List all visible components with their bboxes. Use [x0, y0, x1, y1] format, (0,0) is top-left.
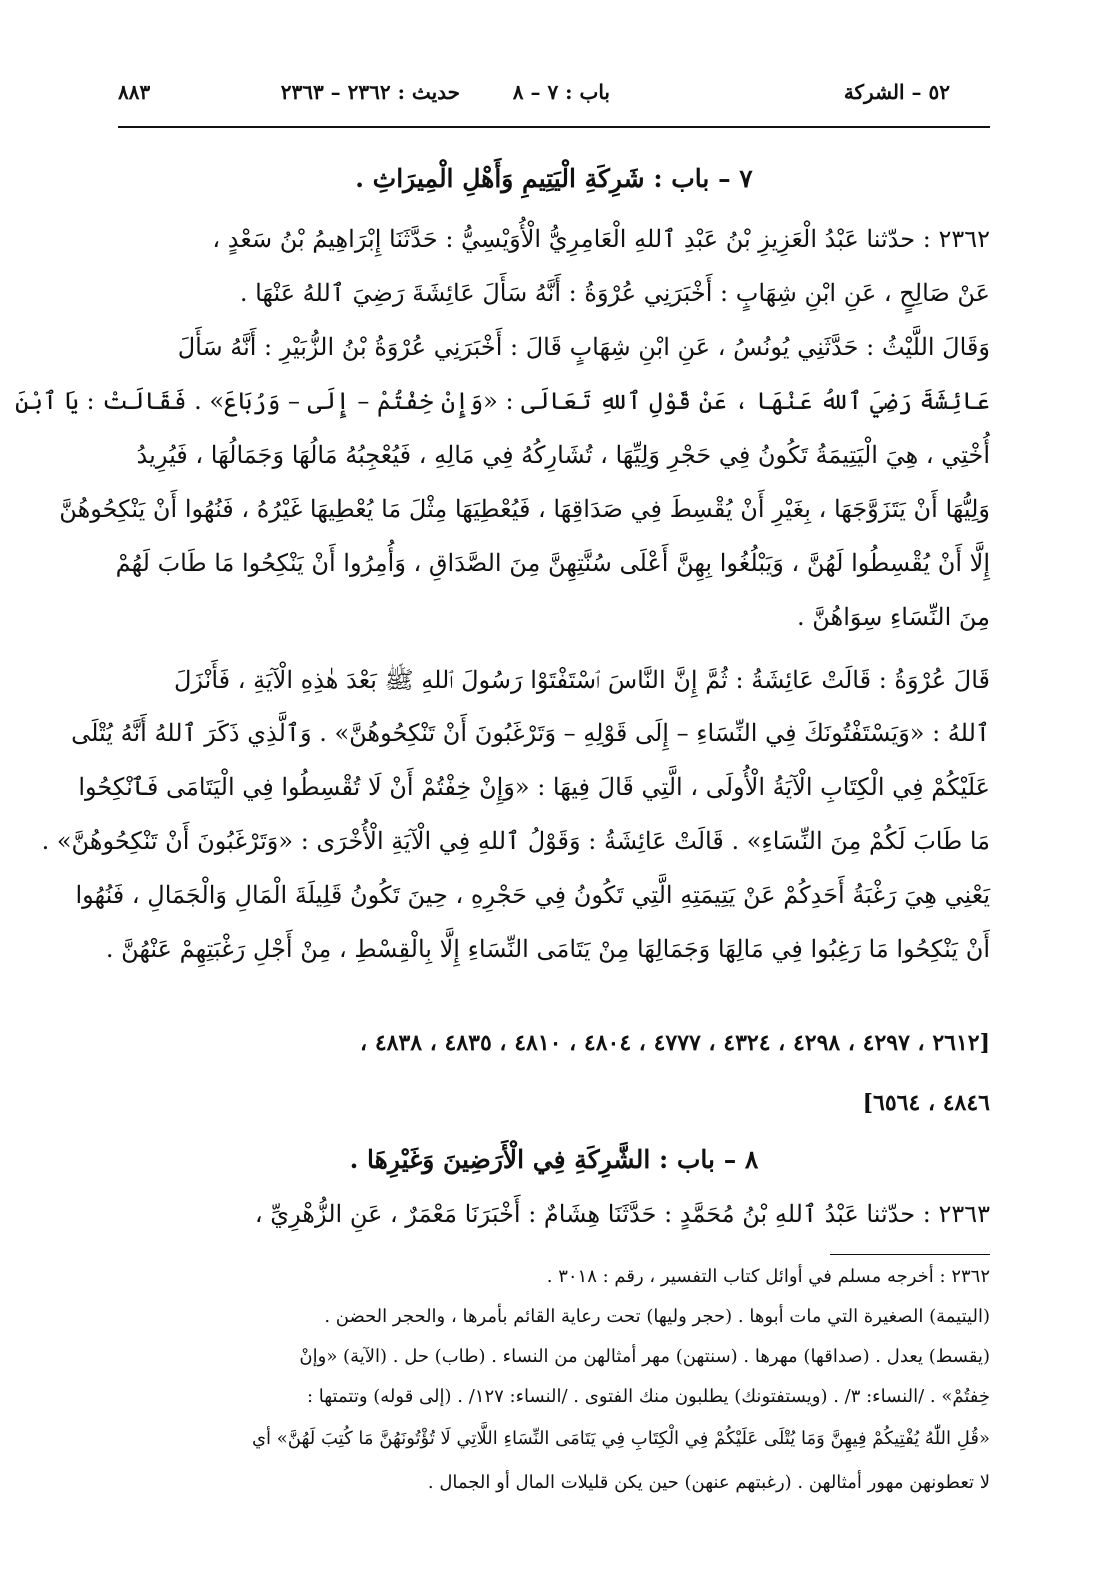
hadith-2362-line-8: مِنَ النِّسَاءِ سِوَاهُنَّ .: [797, 603, 990, 631]
header-rule: [118, 126, 990, 128]
page-header: [118, 76, 990, 112]
footnote-rule: [830, 1254, 990, 1255]
footnote-line: (يقسط) يعدل . (صداقها) مهرها . (سنتهن) مهر أمثالهن من النساء . (طاب) حل . (الآية) «وإنْ: [299, 1346, 990, 1367]
footnote-line: (اليتيمة) الصغيرة التي مات أبوها . (حجر وليها) تحت رعاية القائم بأمرها ، والحجر الحضن .: [324, 1306, 990, 1327]
bab-8-title: ٨ – باب : الشَّرِكَةِ فِي الْأَرَضِينَ وَغَيْرِهَا .: [349, 1145, 759, 1174]
hadith-2362-line-6: وَلِيُّهَا أَنْ يَتَزَوَّجَهَا ، بِغَيْرِ أَنْ يُقْسِطَ فِي صَدَاقِهَا ، فَيُعْطِيَهَا مِثْلَ مَا يُعْطِيهَا غَيْرُهُ ، فَنُهُوا أَنْ يَنْكِحُوهُنَّ: [59, 495, 990, 523]
hadith-2362-line-11: عَلَيْكُمْ فِي الْكِتَابِ الْآيَةُ الْأُولَى ، الَّتِي قَالَ فِيهَا : «وَإِنْ خِفْتُمْ أَنْ لَا تُقْسِطُوا فِي الْيَتَامَى فَٱنْكِحُوا: [78, 773, 990, 801]
hadith-2362-line-10: ٱللهُ : «وَيَسْتَفْتُونَكَ فِي النِّسَاءِ – إِلَى قَوْلِهِ – وَتَرْغَبُونَ أَنْ تَنْكِحُوهُنَّ» . وَٱلَّذِي ذَكَرَ ٱللهُ أَنَّهُ يُتْلَى: [71, 719, 990, 747]
hadith-2362-line-9: قَالَ عُرْوَةُ : قَالَتْ عَائِشَةُ : ثُمَّ إِنَّ النَّاسَ ٱسْتَفْتَوْا رَسُولَ ٱللهِ ﷺ بَعْدَ هٰذِهِ الْآيَةِ ، فَأَنْزَلَ: [173, 666, 990, 694]
hadith-2362-line-5: أُخْتِي ، هِيَ الْيَتِيمَةُ تَكُونُ فِي حَجْرِ وَلِيِّهَا ، تُشَارِكُهُ فِي مَالِهِ ، فَيُعْجِبُهُ مَالُهَا وَجَمَالُهَا ، فَيُرِيدُ: [136, 441, 990, 469]
hadith-2362-line-4: عَائِشَةَ رَضِيَ ٱللهُ عَنْهَا ، عَنْ قَوْلِ ٱللهِ تَعَالَى : «وَإِنْ خِفْتُمْ – إِلَى – وَرُبَاعَ» . فَقَالَتْ : يَا ٱبْنَ: [14, 387, 990, 415]
cross-references-line-1: [٢٦١٢ ، ٤٢٩٧ ، ٤٢٩٨ ، ٤٣٢٤ ، ٤٧٧٧ ، ٤٨٠٤ ، ٤٨١٠ ، ٤٨٣٥ ، ٤٨٣٨ ،: [360, 1030, 990, 1056]
hadith-2362-line-12: مَا طَابَ لَكُمْ مِنَ النِّسَاءِ» . قَالَتْ عَائِشَةُ : وَقَوْلُ ٱللهِ فِي الْآيَةِ الْأُخْرَى : «وَتَرْغَبُونَ أَنْ تَنْكِحُوهُنَّ» .: [41, 827, 990, 855]
bab-range: باب : ٧ – ٨: [512, 80, 610, 104]
page-number: ٨٨٣: [118, 80, 151, 104]
hadith-2362-line-13: يَعْنِي هِيَ رَغْبَةُ أَحَدِكُمْ عَنْ يَتِيمَتِهِ الَّتِي تَكُونُ فِي حَجْرِهِ ، حِينَ تَكُونُ قَلِيلَةَ الْمَالِ وَالْجَمَالِ ، فَنُهُوا: [75, 881, 990, 909]
footnote-line: ٢٣٦٢ : أخرجه مسلم في أوائل كتاب التفسير ، رقم : ٣٠١٨ .: [546, 1266, 990, 1287]
hadith-2362-line-14: أَنْ يَنْكِحُوا مَا رَغِبُوا فِي مَالِهَا وَجَمَالِهَا مِنْ يَتَامَى النِّسَاءِ إِلَّا بِالْقِسْطِ ، مِنْ أَجْلِ رَغْبَتِهِمْ عَنْهُنَّ .: [105, 935, 990, 963]
hadith-range: حديث : ٢٣٦٢ – ٢٣٦٣: [280, 80, 460, 104]
hadith-2362-line-2: عَنْ صَالِحٍ ، عَنِ ابْنِ شِهَابٍ : أَخْبَرَنِي عُرْوَةُ : أَنَّهُ سَأَلَ عَائِشَةَ رَضِيَ ٱللهُ عَنْهَا .: [239, 279, 990, 307]
footnote-line: «قُلِ اللّٰهُ يُفْتِيكُمْ فِيهِنَّ وَمَا يُتْلَى عَلَيْكُمْ فِي الْكِتَابِ فِي يَتَامَى النِّسَاءِ اللَّاتِي لَا تُؤْتُونَهُنَّ مَا كُتِبَ لَهُنَّ» أي: [251, 1428, 990, 1449]
bab-7-title: ٧ – باب : شَرِكَةِ الْيَتِيمِ وَأَهْلِ الْمِيرَاثِ .: [355, 164, 753, 193]
footnote-line: خِفتُمْ» . /النساء: ٣/ . (ويستفتونك) يطلبون منك الفتوى . /النساء: ١٢٧/ . (إلى قوله) وتتمتها :: [306, 1386, 990, 1407]
hadith-2362-line-7: إِلَّا أَنْ يُقْسِطُوا لَهُنَّ ، وَيَبْلُغُوا بِهِنَّ أَعْلَى سُنَّتِهِنَّ مِنَ الصَّدَاقِ ، وَأُمِرُوا أَنْ يَنْكِحُوا مَا طَابَ لَهُمْ: [115, 549, 990, 577]
hadith-2362-line-3: وَقَالَ اللَّيْثُ : حَدَّثَنِي يُونُسُ ، عَنِ ابْنِ شِهَابٍ قَالَ : أَخْبَرَنِي عُرْوَةُ بْنُ الزُّبَيْرِ : أَنَّهُ سَأَلَ: [177, 333, 990, 361]
chapter-title: ٥٢ – الشركة: [843, 80, 950, 104]
hadith-2363-line-1: ٢٣٦٣ : حدّثنا عَبْدُ ٱللهِ بْنُ مُحَمَّدٍ : حَدَّثَنَا هِشَامٌ : أَخْبَرَنَا مَعْمَرٌ ، عَنِ الزُّهْرِيِّ ،: [254, 1200, 990, 1228]
hadith-2362-line-1: ٢٣٦٢ : حدّثنا عَبْدُ الْعَزِيزِ بْنُ عَبْدِ ٱللهِ الْعَامِرِيُّ الْأُوَيْسِيُّ : حَدَّثَنَا إِبْرَاهِيمُ بْنُ سَعْدٍ ،: [212, 225, 990, 253]
cross-references-line-2: ٤٨٤٦ ، ٦٥٦٤]: [862, 1090, 990, 1116]
footnote-line: لا تعطونهن مهور أمثالهن . (رغبتهم عنهن) حين يكن قليلات المال أو الجمال .: [427, 1472, 990, 1493]
